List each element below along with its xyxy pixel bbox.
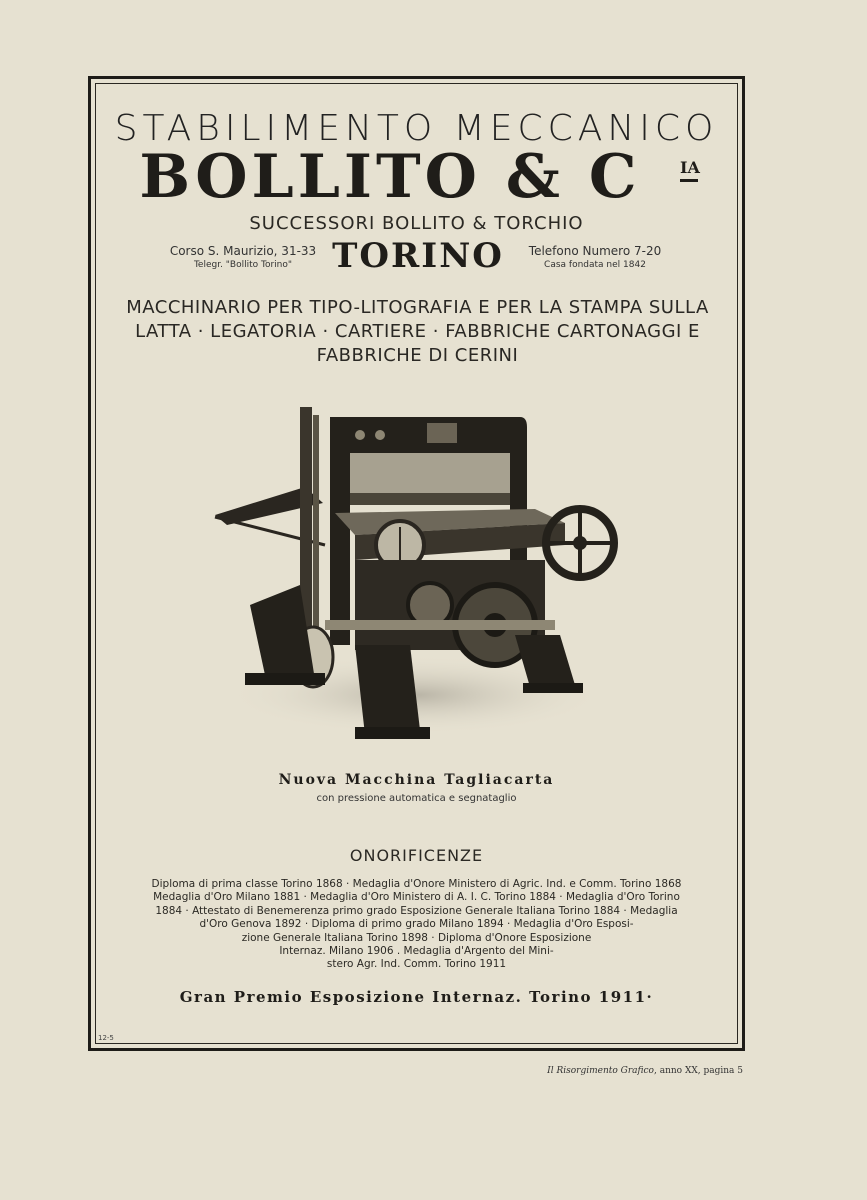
machine-title: Nuova Macchina Tagliacarta	[278, 772, 555, 788]
founded-line: Casa fondata nel 1842	[544, 260, 646, 270]
honors-line: Medaglia d'Oro Milano 1881 · Medaglia d'Oro Ministero di A. I. C. Torino 1884 · Medaglia d'Oro Torino	[153, 891, 680, 904]
successors-line: SUCCESSORI BOLLITO & TORCHIO	[249, 213, 584, 234]
honors-list	[128, 878, 705, 972]
address-line: Corso S. Maurizio, 31-33	[169, 244, 317, 258]
honors-heading: ONORIFICENZE	[349, 846, 484, 865]
company-name: BOLLITO & C	[139, 142, 641, 212]
issue-info: , anno XX, pagina 5	[653, 1066, 743, 1076]
machine-subtitle: con pressione automatica e segnataglio	[316, 793, 517, 804]
grand-prize-line: Gran Premio Esposizione Internaz. Torino 1911·	[179, 988, 654, 1006]
products-line: LATTA · LEGATORIA · CARTIERE · FABBRICHE CARTONAGGI E	[135, 321, 700, 342]
company-suffix-text: IA	[680, 158, 700, 177]
phone-line: Telefono Numero 7-20	[528, 244, 662, 258]
company-suffix	[680, 160, 700, 182]
honors-line: stero Agr. Ind. Comm. Torino 1911	[326, 958, 507, 971]
phone-block	[520, 244, 670, 270]
address-block	[168, 244, 318, 270]
products-line: MACCHINARIO PER TIPO-LITOGRAFIA E PER LA STAMPA SULLA	[126, 297, 709, 318]
establishment-heading: STABILIMENTO MECCANICO	[114, 108, 719, 149]
telegram-line: Telegr. "Bollito Torino"	[193, 260, 293, 270]
paper-cutting-machine-illustration	[205, 395, 625, 745]
plate-code: 12-5	[98, 1034, 114, 1042]
page-footer	[500, 1066, 743, 1076]
honors-line: d'Oro Genova 1892 · Diploma di primo grado Milano 1894 · Medaglia d'Oro Esposi-	[199, 918, 634, 931]
publication-title: Il Risorgimento Grafico	[547, 1066, 654, 1076]
honors-line: zione Generale Italiana Torino 1898 · Diploma d'Onore Esposizione	[241, 931, 592, 944]
products-description	[120, 296, 715, 368]
company-suffix-underline	[680, 179, 698, 182]
honors-line: Diploma di prima classe Torino 1868 · Medaglia d'Onore Ministero di Agric. Ind. e Comm. Torino 1868	[151, 878, 682, 890]
honors-line: 1884 · Attestato di Benemerenza primo grado Esposizione Generale Italiana Torino 1884 · Medaglia	[155, 904, 678, 917]
city-name: TORINO	[332, 236, 504, 276]
products-line: FABBRICHE DI CERINI	[316, 345, 519, 366]
honors-line: Internaz. Milano 1906 . Medaglia d'Argento del Mini-	[279, 945, 554, 958]
